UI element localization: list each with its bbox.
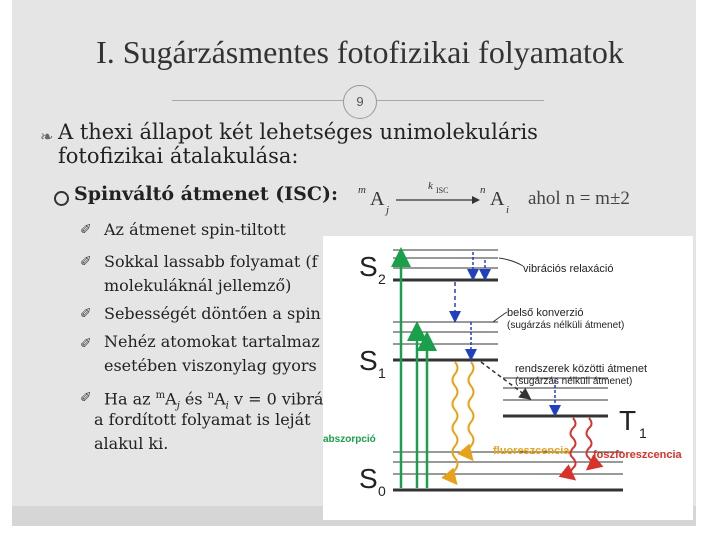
s2-label: S	[359, 251, 378, 282]
phosphorescence-wave-2	[587, 418, 592, 468]
formula-rate-sub: ISC	[436, 186, 449, 195]
heading-line-1: A thexi állapot két lehetséges unimolekuláris	[58, 120, 538, 144]
formula-left: A	[370, 188, 385, 210]
s0-label: S	[359, 463, 378, 494]
s1-levels	[393, 322, 498, 360]
item-5-text-b: és	[179, 389, 208, 409]
item-4-line-2: esetében viszonylag gyors	[104, 356, 317, 375]
heading-bullet-icon: ❧	[40, 127, 54, 146]
formula-left-sub: j	[386, 204, 390, 216]
absorption-arrows	[401, 252, 427, 488]
slide-title: I. Sugárzásmentes fotofizikai folyamatok	[96, 34, 624, 70]
item-3: Sebességét döntően a spin	[104, 304, 321, 323]
item-bullet-icon: ✐	[80, 222, 92, 238]
item-5-text-a: Ha az	[104, 389, 156, 409]
item-1: Az átmenet spin-tiltott	[104, 220, 286, 239]
item-5-line-3: alakul ki.	[94, 434, 169, 453]
heading-line-2: fotofizikai átalakulása:	[58, 144, 299, 168]
vib-relax-arrows-s2	[473, 252, 523, 278]
fluorescence-wave	[453, 362, 458, 482]
ic-label-1: belső konverzió	[507, 307, 584, 319]
internal-conversion-arrow	[455, 282, 507, 358]
item-4-line-1: Nehéz atomokat tartalmaz	[104, 332, 320, 351]
item-5-sub-j: j	[176, 400, 180, 412]
item-2-line-1: Sokkal lassabb folyamat (f	[104, 252, 318, 271]
vib-relax-label: vibrációs relaxáció	[523, 263, 614, 275]
jablonski-svg	[323, 236, 693, 520]
formula-right-sub: i	[506, 204, 510, 216]
s2-sub: 2	[378, 271, 386, 287]
formula-left-sup: m	[358, 184, 366, 196]
isc-label-2: (sugárzás nélküli átmenet)	[515, 376, 633, 387]
isc-label: Spinváltó átmenet (ISC):	[74, 183, 338, 205]
item-2-line-2: molekuláknál jellemző)	[104, 276, 292, 295]
formula-note: ahol n = m±2	[528, 188, 630, 209]
isc-formula	[356, 180, 656, 220]
phosphorescence-label: foszforeszcencia	[593, 449, 682, 461]
formula-right-sup: n	[480, 184, 486, 196]
formula-right: A	[490, 188, 505, 210]
heading-text	[58, 120, 678, 168]
formula-rate: k	[428, 180, 433, 192]
item-bullet-icon: ✐	[80, 254, 92, 270]
item-bullet-icon: ✐	[80, 336, 92, 352]
isc-label-1: rendszerek közötti átmenet	[515, 363, 648, 375]
isc-circle-bullet-icon	[54, 191, 69, 206]
item-bullet-icon: ✐	[80, 306, 92, 322]
item-5-A1: A	[165, 389, 177, 409]
fluorescence-wave-2	[469, 362, 474, 458]
t1-label: T	[619, 405, 637, 436]
s2-levels	[393, 250, 498, 280]
s0-sub: 0	[378, 483, 386, 499]
item-5-line-2: a fordított folyamat is leját	[94, 410, 311, 429]
absorption-label: abszorpció	[323, 434, 376, 445]
item-5-sup-n: n	[207, 390, 215, 401]
t1-sub: 1	[639, 425, 647, 441]
page-number-badge: 9	[343, 85, 377, 119]
item-5-sup-m: m	[155, 390, 166, 401]
item-5-sub-i: i	[225, 400, 229, 412]
phosphorescence-wave	[571, 418, 576, 478]
item-5-A2: A	[214, 389, 226, 409]
item-bullet-icon: ✐	[80, 390, 92, 406]
item-5-text-c: v = 0 vibrá	[228, 389, 324, 409]
s1-sub: 1	[378, 365, 386, 381]
fluorescence-label: fluoreszcencia	[493, 445, 570, 457]
s1-label: S	[359, 345, 378, 376]
jablonski-diagram	[323, 236, 693, 520]
ic-label-2: (sugárzás nélküli átmenet)	[507, 320, 625, 331]
formula-arrow-icon	[396, 194, 480, 206]
